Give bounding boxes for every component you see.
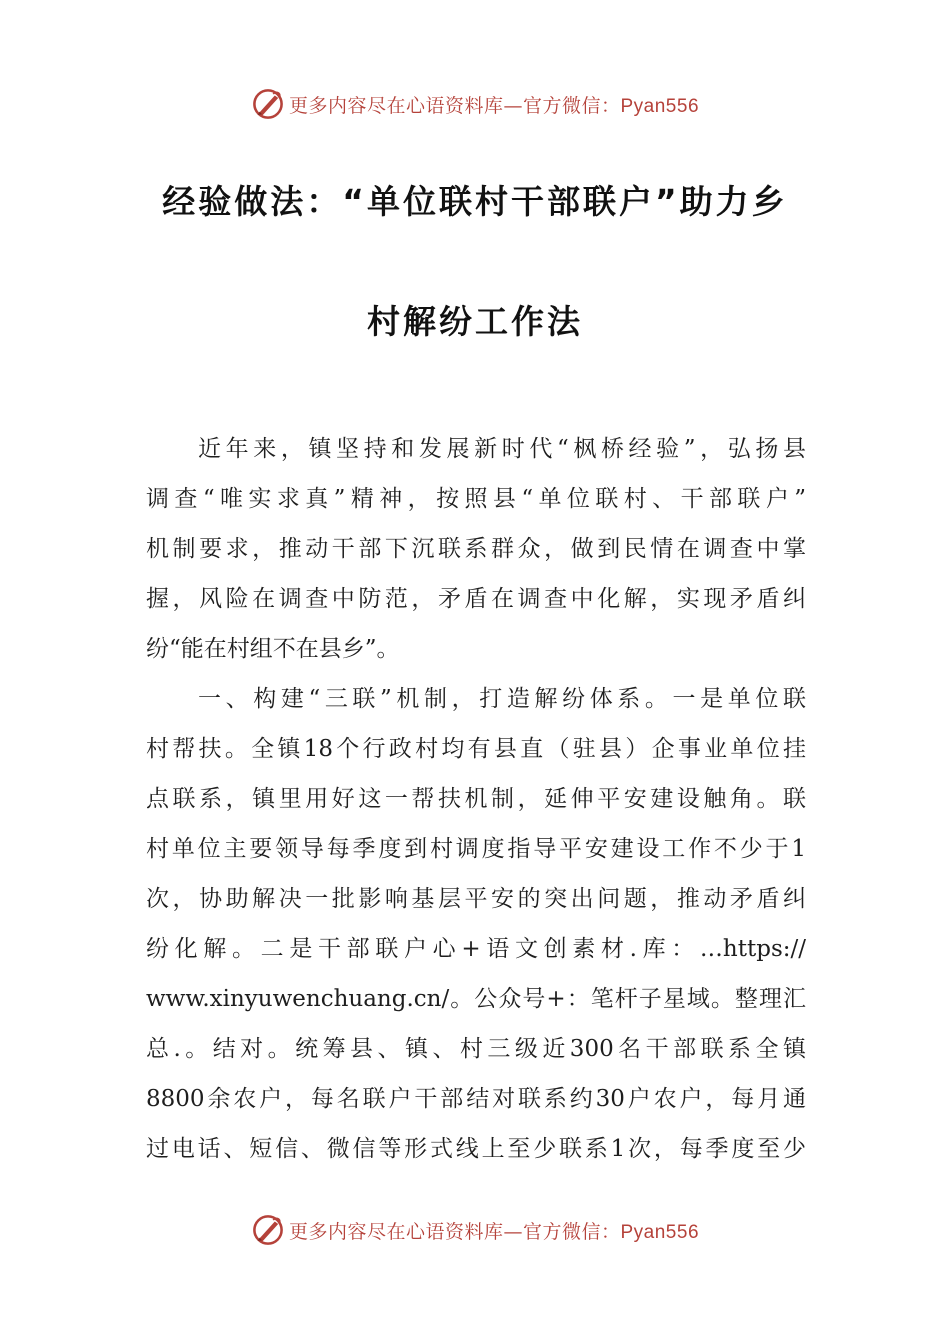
body-line: 一、构建“三联”机制，打造解纷体系。一是单位联 xyxy=(198,686,806,712)
body-line: 点联系，镇里用好这一帮扶机制，延伸平安建设触角。联 xyxy=(146,786,806,812)
body-line: 纷“能在村组不在县乡”。 xyxy=(146,636,400,662)
body-line: 总.。结对。统筹县、镇、村三级近300名干部联系全镇 xyxy=(146,1036,806,1062)
watermark-header xyxy=(0,84,950,124)
body-line: 村帮扶。全镇18个行政村均有县直（驻县）企事业单位挂 xyxy=(146,736,806,762)
document-body xyxy=(146,424,806,1174)
body-line: 村单位主要领导每季度到村调度指导平安建设工作不少于1 xyxy=(146,836,806,862)
body-line: 机制要求，推动干部下沉联系群众，做到民情在调查中掌 xyxy=(146,536,806,562)
watermark-footer xyxy=(0,1210,950,1250)
watermark-wechat-id: Pyan556 xyxy=(620,1221,700,1243)
body-line: 次，协助解决一批影响基层平安的突出问题，推动矛盾纠 xyxy=(146,886,806,912)
document-title-line-1: 经验做法：“单位联村干部联户”助力乡 xyxy=(162,182,788,221)
watermark-text: 更多内容尽在心语资料库—官方微信：Pyan556 xyxy=(288,1220,700,1243)
body-line: 纷化解。二是干部联户心+语文创素材.库：…https:// xyxy=(146,936,806,962)
body-line: www.xinyuwenchuang.cn/。公众号+：笔杆子星域。整理汇 xyxy=(146,986,806,1012)
body-line: 调查“唯实求真”精神，按照县“单位联村、干部联户” xyxy=(146,486,806,512)
body-line: 过电话、短信、微信等形式线上至少联系1次，每季度至少 xyxy=(146,1136,806,1162)
pen-logo-icon xyxy=(251,87,285,121)
pen-logo-icon xyxy=(251,1213,285,1247)
body-line: 8800余农户，每名联户干部结对联系约30户农户，每月通 xyxy=(146,1086,806,1112)
body-line: 近年来，镇坚持和发展新时代“枫桥经验”，弘扬县 xyxy=(198,436,806,462)
document-title-line-2: 村解纷工作法 xyxy=(367,302,583,341)
body-line: 握，风险在调查中防范，矛盾在调查中化解，实现矛盾纠 xyxy=(146,586,806,612)
watermark-wechat-id: Pyan556 xyxy=(620,95,700,117)
watermark-text: 更多内容尽在心语资料库—官方微信：Pyan556 xyxy=(288,94,700,117)
